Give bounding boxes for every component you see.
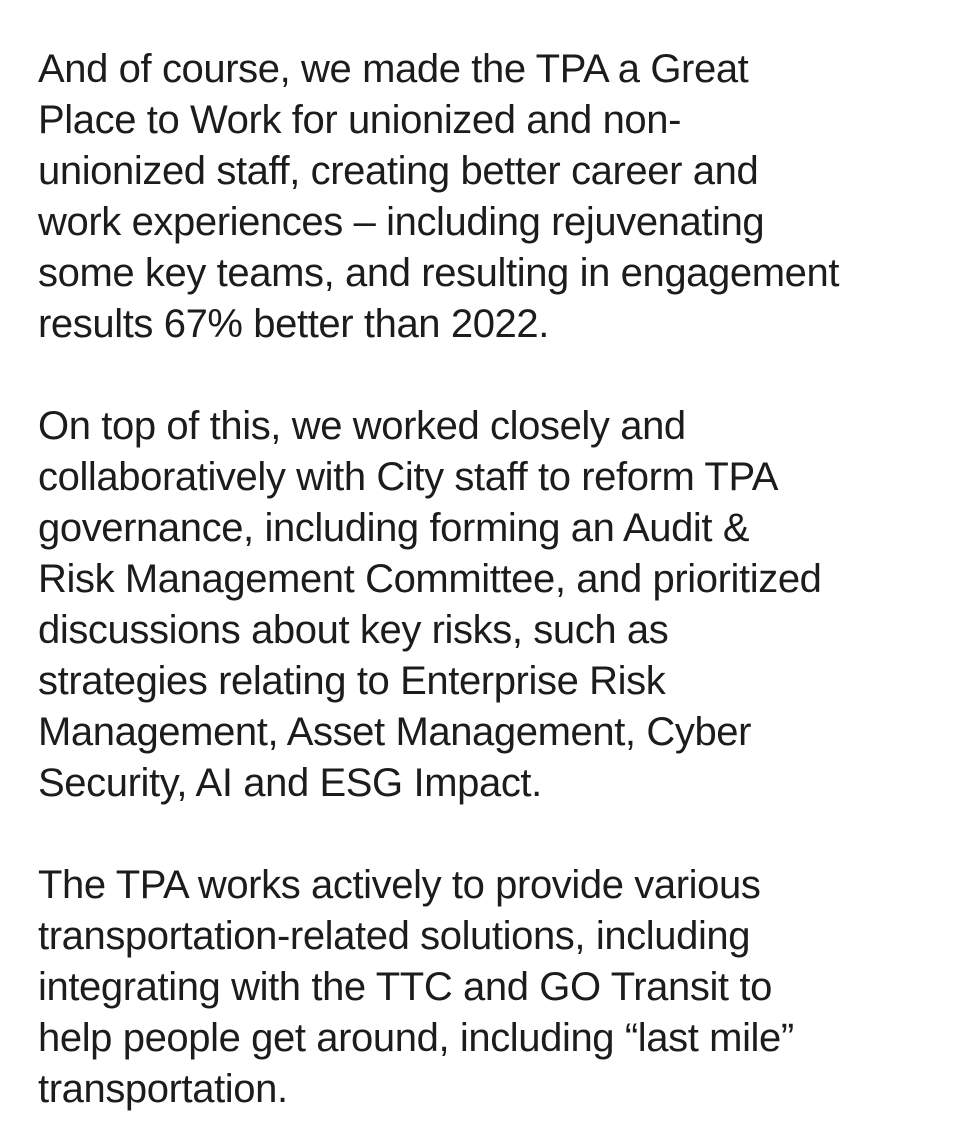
text-line: Risk Management Committee, and prioritized bbox=[38, 557, 822, 601]
text-line: results 67% better than 2022. bbox=[38, 302, 549, 346]
text-line: Security, AI and ESG Impact. bbox=[38, 761, 542, 805]
paragraph-governance bbox=[38, 401, 924, 809]
paragraph-transit-solutions bbox=[38, 860, 924, 1115]
text-line: help people get around, including “last mile” bbox=[38, 1016, 794, 1060]
text-line: integrating with the TTC and GO Transit to bbox=[38, 965, 772, 1009]
text-line: On top of this, we worked closely and bbox=[38, 404, 686, 448]
text-line: discussions about key risks, such as bbox=[38, 608, 669, 652]
text-line: Place to Work for unionized and non- bbox=[38, 98, 682, 142]
text-line: And of course, we made the TPA a Great bbox=[38, 47, 749, 91]
text-line: collaboratively with City staff to reform TPA bbox=[38, 455, 779, 499]
text-line: transportation. bbox=[38, 1067, 288, 1111]
text-line: some key teams, and resulting in engagement bbox=[38, 251, 840, 295]
text-line: unionized staff, creating better career and bbox=[38, 149, 759, 193]
text-line: strategies relating to Enterprise Risk bbox=[38, 659, 666, 703]
text-line: The TPA works actively to provide various bbox=[38, 863, 761, 907]
text-line: governance, including forming an Audit & bbox=[38, 506, 750, 550]
text-line: work experiences – including rejuvenating bbox=[38, 200, 765, 244]
text-line: transportation-related solutions, including bbox=[38, 914, 751, 958]
text-line: Management, Asset Management, Cyber bbox=[38, 710, 752, 754]
paragraph-engagement bbox=[38, 44, 924, 350]
